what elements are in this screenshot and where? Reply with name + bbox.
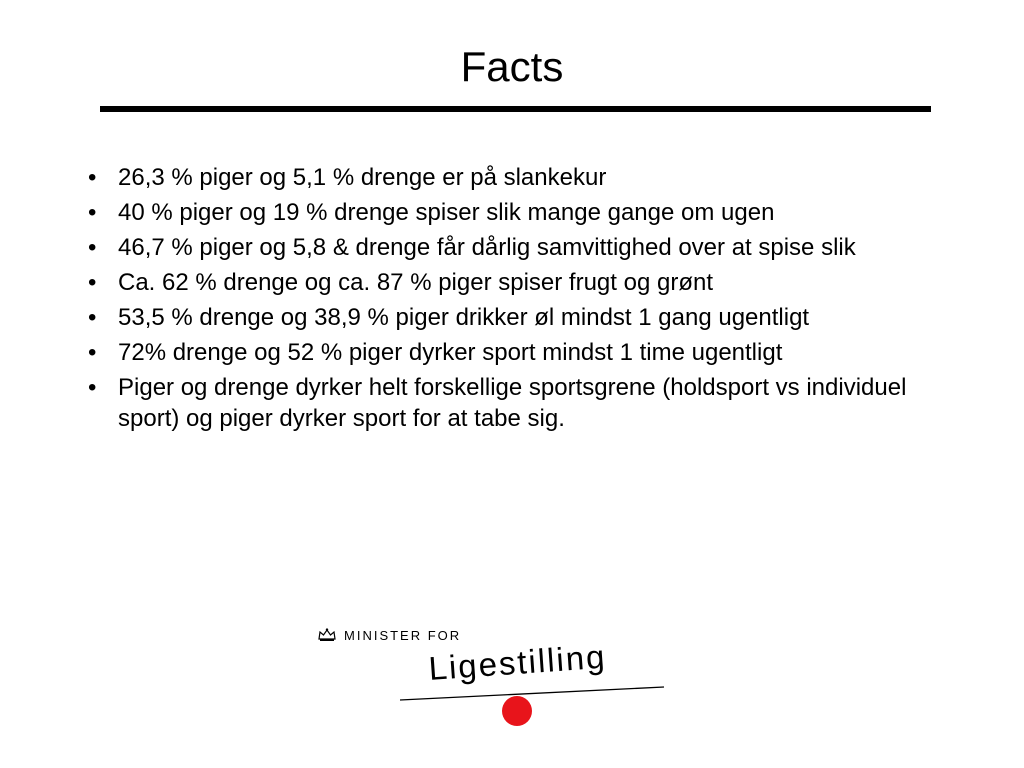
bullet-text: 46,7 % piger og 5,8 & drenge får dårlig samvittighed over at spise slik xyxy=(118,234,856,261)
logo-header xyxy=(318,628,461,645)
slide-title: Facts xyxy=(460,43,564,90)
bullet-icon: • xyxy=(88,304,97,331)
bullet-text: 26,3 % piger og 5,1 % drenge er på slankekur xyxy=(118,164,607,191)
bullet-item xyxy=(88,302,938,333)
bullet-text: Piger og drenge dyrker helt forskellige sportsgrene (holdsport vs individuel sport) og piger dyrker sport for at tabe sig. xyxy=(118,374,907,432)
logo-wordmark: Ligestilling xyxy=(427,637,608,688)
bullet-item xyxy=(88,197,938,228)
bullet-text: Ca. 62 % drenge og ca. 87 % piger spiser frugt og grønt xyxy=(118,269,713,296)
bullet-item xyxy=(88,337,938,368)
crown-icon xyxy=(318,628,336,645)
bullet-item xyxy=(88,372,938,434)
bullet-item xyxy=(88,232,938,263)
bullet-icon: • xyxy=(88,339,97,366)
bullet-item xyxy=(88,162,938,193)
logo-top-text: MINISTER FOR xyxy=(344,628,462,643)
logo-dot xyxy=(502,696,532,726)
title-divider xyxy=(100,106,931,112)
bullet-icon: • xyxy=(88,164,97,191)
bullet-item xyxy=(88,267,938,298)
bullet-text: 40 % piger og 19 % drenge spiser slik mange gange om ugen xyxy=(118,199,775,226)
bullet-icon: • xyxy=(88,269,97,296)
bullet-list xyxy=(88,162,938,438)
ministry-logo xyxy=(310,620,680,730)
bullet-text: 53,5 % drenge og 38,9 % piger drikker øl mindst 1 gang ugentligt xyxy=(118,304,810,331)
bullet-icon: • xyxy=(88,234,97,261)
logo-underline xyxy=(400,686,670,702)
bullet-text: 72% drenge og 52 % piger dyrker sport mindst 1 time ugentligt xyxy=(118,339,783,366)
bullet-icon: • xyxy=(88,374,97,401)
bullet-icon: • xyxy=(88,199,97,226)
